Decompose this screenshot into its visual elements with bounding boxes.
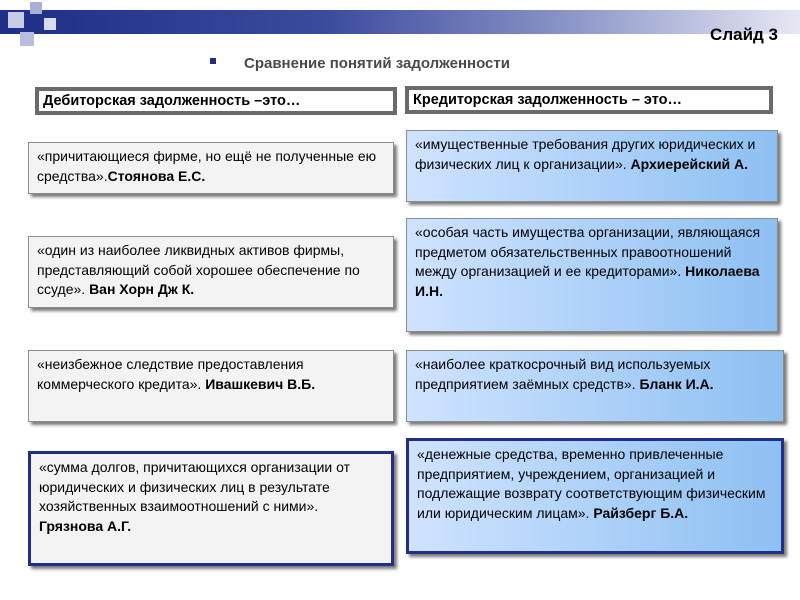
author-name: Стоянова Е.С. bbox=[107, 167, 206, 184]
author-name: Райзберг Б.А. bbox=[593, 504, 689, 521]
credit-definition-box bbox=[406, 350, 784, 422]
definition-text: «один из наиболее ликвидных активов фирмы, представляющий собой хорошее обеспечение по ссуде». bbox=[37, 242, 360, 297]
definition-text: «причитающиеся фирме, но ещё не полученные ею средства». bbox=[37, 148, 377, 184]
author-name: Грязнова А.Г. bbox=[39, 517, 132, 534]
definition-text: «особая часть имущества организации, являющаяся предметом обязательственных правоотношений между организацией и ее кредиторами». bbox=[415, 224, 761, 279]
debt-definition-box bbox=[28, 142, 394, 194]
header-gradient-bar bbox=[0, 10, 800, 34]
debt-definition-box bbox=[28, 451, 394, 566]
decor-square bbox=[20, 32, 34, 46]
title-bullet bbox=[210, 58, 216, 64]
author-name: Бланк И.А. bbox=[639, 375, 714, 392]
slide-title: Сравнение понятий задолженности bbox=[244, 55, 510, 72]
debt-definition-box bbox=[28, 236, 394, 308]
slide-number: Слайд 3 bbox=[710, 25, 778, 44]
definition-text: «сумма долгов, причитающихся организации от юридических и физических лиц в результате хозяйственных взаимоотношений с ними». bbox=[39, 459, 351, 514]
debt-definition-box bbox=[28, 350, 394, 422]
right-column-header: Кредиторская задолженность – это… bbox=[405, 86, 773, 114]
decor-square bbox=[30, 2, 42, 14]
credit-definition-box bbox=[406, 218, 778, 332]
author-name: Ван Хорн Дж К. bbox=[89, 281, 195, 297]
definition-text: «денежные средства, временно привлеченные предприятием, учреждением, организацией и подлежащие возврату соответствующим физическим или юридическим лицам». bbox=[417, 446, 766, 521]
definition-text: «неизбежное следствие предоставления коммерческого кредита». bbox=[37, 356, 304, 392]
author-name: Ивашкевич В.Б. bbox=[205, 375, 316, 392]
credit-definition-box bbox=[406, 438, 784, 554]
left-column-header: Дебиторская задолженность –это… bbox=[35, 87, 397, 115]
definition-text: «наиболее краткосрочный вид используемых предприятием заёмных средств». bbox=[415, 356, 711, 392]
author-name: Архиерейский А. bbox=[630, 155, 749, 172]
author-name: Николаева И.Н. bbox=[415, 263, 760, 299]
definition-text: «имущественные требования других юридических и физических лиц к организации». bbox=[415, 136, 756, 172]
credit-definition-box bbox=[406, 130, 778, 202]
decor-square bbox=[44, 18, 56, 30]
decor-square bbox=[8, 12, 24, 28]
